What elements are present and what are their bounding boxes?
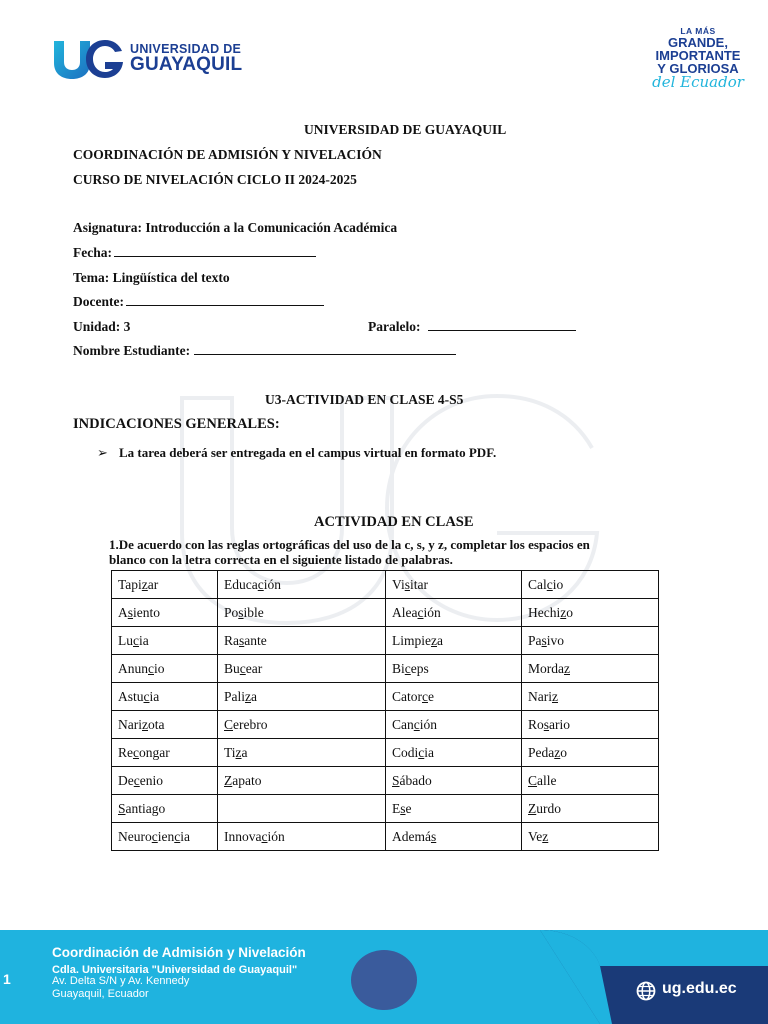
student-name-field xyxy=(73,343,456,359)
parallel-field xyxy=(368,319,576,335)
word-fragment: Astu xyxy=(118,688,144,704)
word-fragment: a xyxy=(437,632,443,648)
word-fragment: ota xyxy=(148,716,165,732)
word-fragment: io xyxy=(552,576,564,592)
footer-line-4: Guayaquil, Ecuador xyxy=(52,988,149,1000)
blank-letter: Z xyxy=(528,800,537,816)
word-cell xyxy=(112,627,218,655)
word-fragment: ión xyxy=(263,576,281,592)
blank-letter: s xyxy=(239,632,245,648)
university-title: UNIVERSIDAD DE GUAYAQUIL xyxy=(304,122,507,137)
word-fragment: ario xyxy=(549,716,571,732)
word-fragment: Bi xyxy=(392,660,405,676)
exercise-instruction-line-2: blanco con la letra correcta en el siguiente listado de palabras. xyxy=(109,552,453,567)
word-cell xyxy=(386,739,522,767)
date-field xyxy=(73,245,316,261)
word-fragment: Peda xyxy=(528,744,555,760)
table-row xyxy=(112,711,659,739)
blank-letter: s xyxy=(127,604,134,620)
table-row xyxy=(112,739,659,767)
blank-letter: c xyxy=(239,660,246,676)
word-fragment: Can xyxy=(392,716,414,732)
word-fragment: ible xyxy=(243,604,264,620)
word-fragment: A xyxy=(118,604,128,620)
word-fragment: Lu xyxy=(118,632,133,648)
word-fragment: Cator xyxy=(392,688,422,704)
date-label: Fecha: xyxy=(73,245,112,260)
word-fragment: alle xyxy=(537,772,557,788)
blank-letter: S xyxy=(118,800,126,816)
word-fragment: a xyxy=(241,744,248,760)
word-cell xyxy=(112,683,218,711)
blank-letter: z xyxy=(235,744,242,760)
blank-letter: z xyxy=(560,604,567,620)
blank-letter: c xyxy=(418,744,425,760)
footer-circle xyxy=(351,950,417,1010)
exercise-instruction-line-1: 1.De acuerdo con las reglas ortográficas del uso de la c, s, y z, completar los espacios en xyxy=(109,537,590,552)
blank-letter: s xyxy=(404,576,410,592)
blank-letter: c xyxy=(257,576,264,592)
word-cell xyxy=(386,655,522,683)
word-fragment: e xyxy=(405,800,412,816)
word-cell xyxy=(522,627,659,655)
word-cell xyxy=(522,739,659,767)
table-row xyxy=(112,627,659,655)
page-number: 1 xyxy=(3,971,11,987)
blank-letter: z xyxy=(142,716,148,732)
word-cell xyxy=(218,739,386,767)
blank-letter: c xyxy=(422,688,428,704)
course-title: CURSO DE NIVELACIÓN CICLO II 2024-2025 xyxy=(73,172,357,187)
slogan-line-3: IMPORTANTE xyxy=(655,48,741,63)
blank-letter: C xyxy=(528,772,538,788)
word-cell xyxy=(218,599,386,627)
word-fragment: Codi xyxy=(392,744,419,760)
word-fragment: apato xyxy=(232,772,262,788)
word-fragment: ión xyxy=(419,716,438,732)
word-fragment: Ve xyxy=(528,828,543,844)
word-cell xyxy=(386,599,522,627)
slogan-line-2: GRANDE, xyxy=(668,35,728,50)
word-fragment: Tapi xyxy=(118,576,142,592)
table-row xyxy=(112,767,659,795)
word-fragment: Nari xyxy=(118,716,142,732)
topic-line: Tema: Lingüística del texto xyxy=(73,270,230,285)
teacher-field xyxy=(73,294,324,310)
activity-code: U3-ACTIVIDAD EN CLASE 4-S5 xyxy=(265,392,464,407)
word-cell xyxy=(112,739,218,767)
teacher-label: Docente: xyxy=(73,294,124,309)
blank-letter: c xyxy=(148,660,154,676)
word-fragment: Innova xyxy=(224,828,262,844)
word-cell xyxy=(386,767,522,795)
table-row xyxy=(112,655,659,683)
blank-letter: s xyxy=(238,604,244,620)
word-cell xyxy=(218,683,386,711)
word-fragment: erebro xyxy=(233,716,268,732)
blank-letter: C xyxy=(224,716,234,732)
word-fragment: Hechi xyxy=(528,604,561,620)
word-fragment: ia xyxy=(149,688,160,704)
word-fragment: Alea xyxy=(392,604,418,620)
word-cell xyxy=(386,683,522,711)
word-fragment: Cal xyxy=(528,576,547,592)
word-fragment: Bu xyxy=(224,660,240,676)
blank-letter: Z xyxy=(224,772,233,788)
word-cell xyxy=(112,711,218,739)
word-fragment: io xyxy=(154,660,165,676)
blank-letter: z xyxy=(564,660,570,676)
blank-letter: c xyxy=(151,828,158,844)
blank-letter: z xyxy=(552,688,558,704)
word-cell xyxy=(522,683,659,711)
instruction-bullet: La tarea deberá ser entregada en el campus virtual en formato PDF. xyxy=(119,445,497,460)
blank-letter: c xyxy=(417,604,424,620)
blank-letter: z xyxy=(141,576,148,592)
blank-letter: s xyxy=(541,632,547,648)
table-row xyxy=(112,599,659,627)
blank-letter: z xyxy=(554,744,561,760)
word-cell xyxy=(218,655,386,683)
slogan-line-5: del Ecuador xyxy=(652,73,744,91)
website-link[interactable]: ug.edu.ec xyxy=(662,980,737,997)
word-fragment: Po xyxy=(224,604,239,620)
university-logo xyxy=(52,38,252,80)
word-fragment: Vi xyxy=(392,576,405,592)
word-fragment: enio xyxy=(139,772,163,788)
blank-letter: s xyxy=(400,800,406,816)
blank-letter: S xyxy=(392,772,400,788)
word-cell xyxy=(386,795,522,823)
word-fragment: a xyxy=(251,688,258,704)
coordination-title: COORDINACIÓN DE ADMISIÓN Y NIVELACIÓN xyxy=(73,147,382,162)
word-table xyxy=(111,570,659,851)
blank-letter: c xyxy=(143,688,150,704)
footer-line-2: Cdla. Universitaria "Universidad de Guayaquil" xyxy=(52,964,298,976)
word-cell xyxy=(386,711,522,739)
word-fragment: Pali xyxy=(224,688,246,704)
blank-letter: c xyxy=(133,632,139,648)
arrow-bullet-icon: ➢ xyxy=(97,445,108,460)
activity-title: ACTIVIDAD EN CLASE xyxy=(314,514,474,530)
word-cell xyxy=(386,571,522,599)
table-row xyxy=(112,795,659,823)
blank-letter: z xyxy=(542,828,549,844)
word-fragment: Neuro xyxy=(118,828,152,844)
subject-line: Asignatura: Introducción a la Comunicación Académica xyxy=(73,220,398,235)
word-cell xyxy=(386,823,522,851)
blank-letter: z xyxy=(431,632,437,648)
word-fragment: ien xyxy=(157,828,175,844)
word-fragment: Ra xyxy=(224,632,239,648)
word-table-body xyxy=(112,571,659,851)
blank-letter: c xyxy=(404,660,411,676)
blank-letter: s xyxy=(430,828,437,844)
slogan-badge xyxy=(652,26,744,89)
table-row xyxy=(112,683,659,711)
word-cell xyxy=(112,599,218,627)
word-fragment: Anun xyxy=(118,660,148,676)
word-cell xyxy=(522,599,659,627)
word-cell xyxy=(386,627,522,655)
blank-letter: c xyxy=(261,828,268,844)
blank-letter: c xyxy=(413,716,420,732)
logo-line-1: UNIVERSIDAD DE xyxy=(130,42,242,56)
word-cell xyxy=(522,571,659,599)
unit-line: Unidad: 3 xyxy=(73,319,131,334)
word-fragment: Educa xyxy=(224,576,258,592)
blank-letter: s xyxy=(543,716,550,732)
word-cell xyxy=(112,795,218,823)
ug-logo-icon xyxy=(52,38,126,80)
word-fragment: E xyxy=(392,800,401,816)
word-cell xyxy=(112,571,218,599)
word-fragment: ia xyxy=(139,632,149,648)
word-cell xyxy=(218,627,386,655)
word-cell xyxy=(522,767,659,795)
word-fragment: eps xyxy=(410,660,429,676)
student-blank-line xyxy=(194,353,456,355)
blank-letter: c xyxy=(133,744,139,760)
word-cell xyxy=(218,767,386,795)
word-fragment: Pa xyxy=(528,632,542,648)
word-cell xyxy=(522,655,659,683)
word-fragment: e xyxy=(428,688,434,704)
word-fragment: Nari xyxy=(528,688,552,704)
word-fragment: Ro xyxy=(528,716,544,732)
parallel-blank-line xyxy=(428,329,576,331)
word-fragment: ión xyxy=(423,604,441,620)
word-fragment: De xyxy=(118,772,134,788)
general-instructions-heading: INDICACIONES GENERALES: xyxy=(73,416,280,432)
word-cell xyxy=(218,795,386,823)
word-fragment: ante xyxy=(244,632,267,648)
word-fragment: ivo xyxy=(546,632,565,648)
table-row xyxy=(112,823,659,851)
word-cell xyxy=(218,571,386,599)
word-fragment: urdo xyxy=(536,800,561,816)
word-cell xyxy=(218,711,386,739)
word-fragment: ear xyxy=(245,660,263,676)
word-fragment: antiago xyxy=(125,800,166,816)
blank-letter: z xyxy=(245,688,252,704)
word-cell xyxy=(522,823,659,851)
globe-icon xyxy=(636,981,656,1001)
word-cell xyxy=(218,823,386,851)
teacher-blank-line xyxy=(126,304,324,306)
footer-line-3: Av. Delta S/N y Av. Kennedy xyxy=(52,975,190,987)
word-fragment: ia xyxy=(424,744,435,760)
slogan-line-4: Y GLORIOSA xyxy=(657,61,739,76)
footer-banner xyxy=(0,930,768,1024)
blank-letter: c xyxy=(133,772,140,788)
word-fragment: Morda xyxy=(528,660,564,676)
word-fragment: ia xyxy=(180,828,190,844)
word-cell xyxy=(112,655,218,683)
table-row xyxy=(112,571,659,599)
blank-letter: c xyxy=(546,576,553,592)
word-cell xyxy=(522,795,659,823)
word-cell xyxy=(112,823,218,851)
word-fragment: Re xyxy=(118,744,133,760)
student-label: Nombre Estudiante: xyxy=(73,343,191,358)
slogan-line-1: LA MÁS xyxy=(680,26,716,36)
word-fragment: o xyxy=(566,604,573,620)
word-fragment: iento xyxy=(133,604,161,620)
word-fragment: o xyxy=(560,744,567,760)
footer-line-1: Coordinación de Admisión y Nivelación xyxy=(52,945,306,960)
date-blank-line xyxy=(114,255,316,257)
word-fragment: ábado xyxy=(399,772,432,788)
word-cell xyxy=(522,711,659,739)
word-cell xyxy=(112,767,218,795)
word-fragment: Limpie xyxy=(392,632,431,648)
logo-line-2: GUAYAQUIL xyxy=(130,54,243,75)
blank-letter: c xyxy=(174,828,181,844)
word-fragment: Ademá xyxy=(392,828,431,844)
parallel-label: Paralelo: xyxy=(368,319,421,334)
word-fragment: Ti xyxy=(224,744,236,760)
word-fragment: itar xyxy=(409,576,428,592)
word-fragment: ión xyxy=(267,828,285,844)
word-fragment: ongar xyxy=(139,744,170,760)
word-fragment: ar xyxy=(147,576,159,592)
